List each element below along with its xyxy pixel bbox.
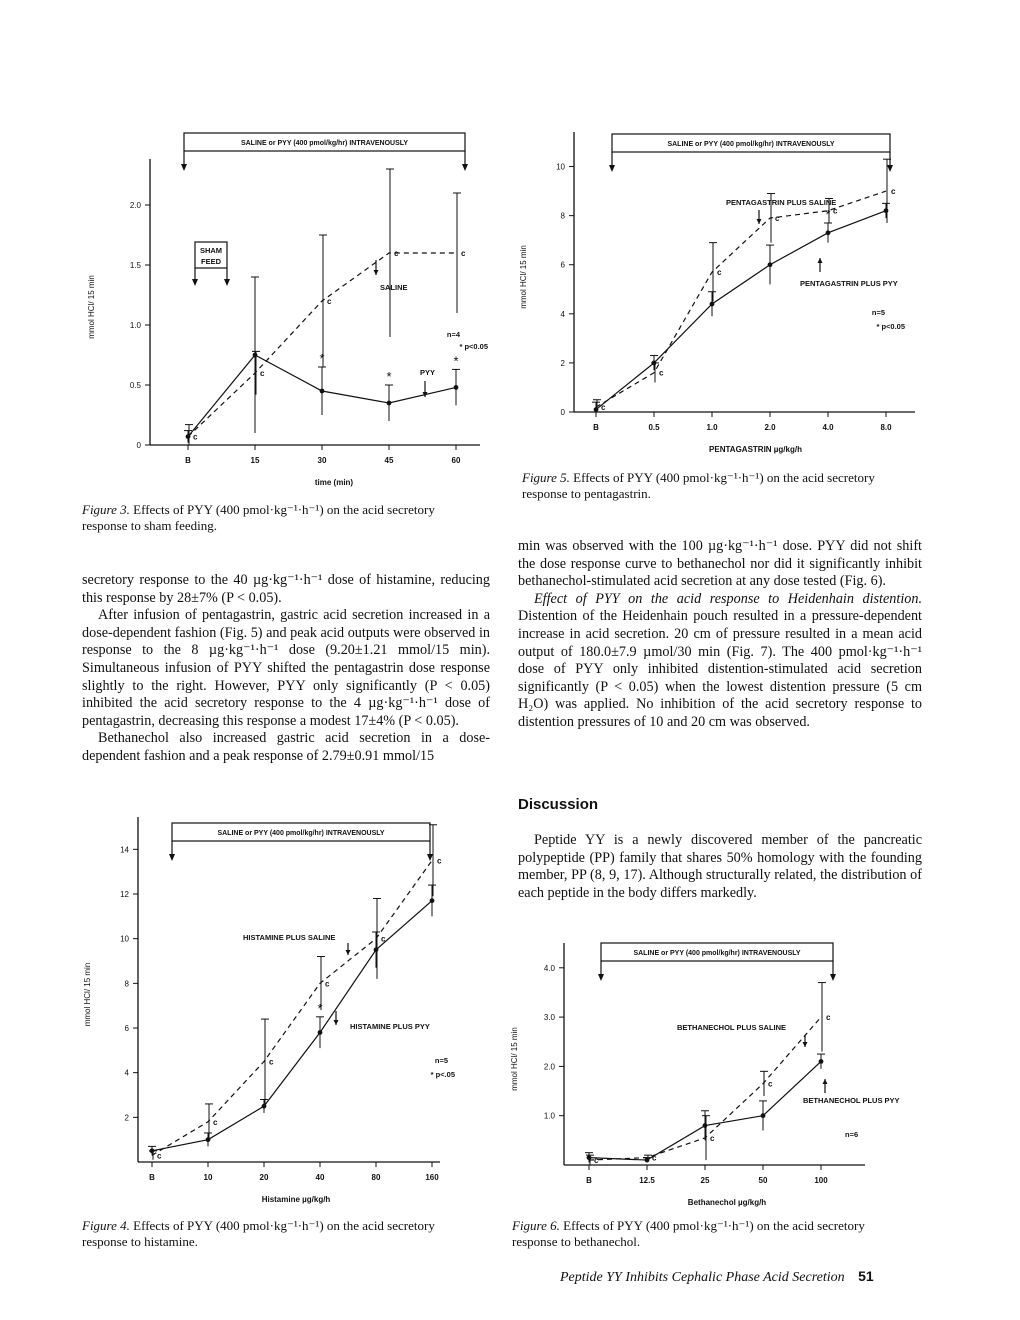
y-axis-label: mmol HCl/ 15 min <box>83 962 92 1027</box>
data-point-marker: c <box>193 432 198 442</box>
infusion-banner-label: SALINE or PYY (400 pmol/kg/hr) INTRAVENOUSLY <box>633 950 801 957</box>
annotation-label: n=6 <box>845 1130 859 1139</box>
data-point-marker: c <box>157 1151 162 1161</box>
y-axis-label: mmol HCl/ 15 min <box>510 1027 519 1091</box>
page-footer <box>560 1268 910 1286</box>
y-tick-label: 2.0 <box>129 201 141 210</box>
x-tick-label: 0.5 <box>648 423 660 432</box>
x-tick-label: 45 <box>384 456 394 465</box>
right-text-column <box>518 538 922 732</box>
data-point-marker: c <box>381 934 386 944</box>
data-point-marker: c <box>213 1117 218 1127</box>
data-point <box>374 947 379 952</box>
infusion-banner-label: SALINE or PYY (400 pmol/kg/hr) INTRAVENOUSLY <box>240 140 409 147</box>
y-tick-label: 10 <box>120 934 129 944</box>
data-point <box>186 434 191 439</box>
data-point <box>703 1123 708 1128</box>
annotation-label: * p<0.05 <box>876 322 905 331</box>
y-tick-label: 4 <box>560 309 565 319</box>
data-point-marker: c <box>601 403 606 413</box>
figure-6 <box>505 935 925 1210</box>
x-axis-label: time (min) <box>314 478 354 487</box>
data-point-marker: c <box>327 297 332 306</box>
data-point-marker: c <box>768 1079 773 1089</box>
annotation-arrow-head <box>346 950 351 955</box>
y-tick-label: 1.5 <box>129 261 141 270</box>
data-point-marker: c <box>394 249 399 258</box>
x-tick-label: B <box>149 1173 155 1182</box>
x-tick-label: 50 <box>758 1176 768 1185</box>
y-tick-label: 10 <box>556 162 565 172</box>
banner-arrow-head <box>830 974 836 981</box>
data-point-marker: c <box>325 979 330 989</box>
annotation-label: BETHANECHOL PLUS SALINE <box>677 1023 787 1032</box>
sham-feed-arrow-head <box>192 279 198 286</box>
y-tick-label: 1.0 <box>543 1111 555 1121</box>
x-axis-label: Bethanechol µg/kg/h <box>687 1198 767 1207</box>
running-head: Peptide YY Inhibits Cephalic Phase Acid Secretion <box>560 1270 845 1285</box>
x-tick-label: 25 <box>700 1176 710 1185</box>
annotation-arrow-head <box>757 219 762 224</box>
data-point <box>206 1137 211 1142</box>
data-point <box>150 1148 155 1153</box>
discussion-paragraph-text: Peptide YY is a newly discovered member of the pancreatic polypeptide (PP) family that shares 50% homology with the founding member, PP (8, 9, 17). Although structurally related, the distribution of each peptide in the body differs markedly. <box>518 832 922 901</box>
series-line-1 <box>152 861 432 1156</box>
x-tick-label: 100 <box>814 1176 828 1185</box>
figure-5-chart <box>510 128 950 463</box>
data-point <box>652 361 657 366</box>
data-point <box>454 385 459 390</box>
x-tick-label: 20 <box>259 1173 269 1182</box>
figure-3-caption-text: Effects of PYY (400 pmol·kg⁻¹·h⁻¹) on the acid secretory response to sham feeding. <box>82 502 435 533</box>
banner-arrow-head <box>887 165 893 172</box>
banner-arrow-head <box>598 974 604 981</box>
annotation-label: BETHANECHOL PLUS PYY <box>803 1096 900 1105</box>
annotation-label: PYY <box>420 368 436 377</box>
significance-star: * <box>317 1000 323 1016</box>
data-point <box>320 389 325 394</box>
infusion-banner-label: SALINE or PYY (400 pmol/kg/hr) INTRAVENOUSLY <box>667 141 835 148</box>
x-tick-label: 2.0 <box>764 423 776 432</box>
figure-4-caption-label: Figure 4. <box>82 1218 130 1233</box>
data-point-marker: c <box>710 1133 715 1143</box>
significance-star: * <box>319 351 325 366</box>
annotation-arrow-head <box>818 258 823 263</box>
x-tick-label: 1.0 <box>706 423 718 432</box>
figure-3-chart <box>80 125 500 495</box>
figure-6-caption-text: Effects of PYY (400 pmol·kg⁻¹·h⁻¹) on the acid secretory response to bethanechol. <box>512 1218 865 1249</box>
discussion-heading: Discussion <box>518 796 599 813</box>
data-point-marker: c <box>833 206 838 216</box>
data-point <box>430 898 435 903</box>
x-tick-label: 8.0 <box>880 423 892 432</box>
data-point-marker: c <box>269 1057 274 1067</box>
significance-star: * <box>386 369 392 384</box>
data-point-marker: c <box>891 187 896 197</box>
figure-6-chart <box>505 935 925 1210</box>
left-paragraph-1: secretory response to the 40 µg·kg⁻¹·h⁻¹ dose of histamine, reducing this response by 28±7% (P < 0.05). <box>82 572 490 606</box>
x-tick-label: 10 <box>203 1173 213 1182</box>
figure-4-caption <box>82 1218 482 1250</box>
data-point <box>262 1104 267 1109</box>
left-paragraph-2: After infusion of pentagastrin, gastric acid secretion increased in a dose-dependent fashion (Fig. 5) and peak acid outputs were observed in response to the 8 µg·kg⁻¹·h⁻¹ dose (9.20±1.21 mmol/15 min). Simultaneous infusion of PYY shifted the pentagastrin dose response slightly to the right. However, PYY only significantly (P < 0.05) inhibited the acid secretory response to the 4 µg·kg⁻¹·h⁻¹ dose of pentagastrin, decreasing this response a modest 17±4% (P < 0.05). <box>82 607 490 729</box>
figure-3-caption <box>82 502 482 534</box>
x-tick-label: 160 <box>425 1173 439 1182</box>
y-tick-label: 4.0 <box>543 963 555 973</box>
x-tick-label: B <box>593 423 599 432</box>
annotation-label: SALINE <box>380 283 408 292</box>
sham-feed-arrow-head <box>224 279 230 286</box>
significance-star: * <box>453 353 459 369</box>
page-number: 51 <box>858 1268 874 1284</box>
sham-feed-label: SHAM <box>199 246 223 255</box>
data-point-marker: c <box>775 214 780 224</box>
annotation-label: HISTAMINE PLUS SALINE <box>243 933 336 942</box>
annotation-label: * p<0.05 <box>459 342 488 351</box>
x-tick-label: 40 <box>315 1173 325 1182</box>
figure-5-caption-label: Figure 5. <box>522 470 570 485</box>
data-point <box>884 208 889 213</box>
left-text-column <box>82 572 490 766</box>
figure-6-caption <box>512 1218 912 1250</box>
data-point <box>761 1113 766 1118</box>
significance-star: * <box>825 207 831 222</box>
data-point-marker: c <box>437 856 442 866</box>
y-tick-label: 6 <box>124 1024 129 1033</box>
infusion-banner-label: SALINE or PYY (400 pmol/kg/hr) INTRAVENOUSLY <box>217 830 385 837</box>
data-point <box>387 401 392 406</box>
x-tick-label: B <box>185 456 191 465</box>
x-tick-label: B <box>586 1176 592 1185</box>
figure-4-chart <box>80 815 500 1210</box>
annotation-arrow-head <box>334 1020 339 1025</box>
x-tick-label: 60 <box>451 456 461 465</box>
data-point-marker: c <box>461 249 466 258</box>
x-tick-label: 4.0 <box>822 423 834 432</box>
annotation-arrow-head <box>374 270 379 275</box>
y-tick-label: 12 <box>120 890 129 899</box>
data-point-marker: c <box>826 1013 831 1023</box>
y-tick-label: 8 <box>560 211 565 221</box>
right-paragraph-2-title: Effect of PYY on the acid response to Heidenhain distention. <box>534 590 922 607</box>
annotation-arrow-head <box>823 1079 828 1084</box>
banner-arrow-head <box>462 164 468 171</box>
right-paragraph-2 <box>518 591 922 732</box>
banner-arrow-head <box>169 854 175 861</box>
y-tick-label: 6 <box>560 260 565 270</box>
figure-6-caption-label: Figure 6. <box>512 1218 560 1233</box>
y-tick-label: 14 <box>120 845 129 855</box>
x-axis-label: PENTAGASTRIN µg/kg/h <box>709 445 802 454</box>
y-tick-label: 1.0 <box>129 321 141 330</box>
banner-arrow-head <box>427 854 433 861</box>
figure-3 <box>80 125 500 495</box>
annotation-label: PENTAGASTRIN PLUS SALINE <box>726 198 837 207</box>
annotation-label: * p<.05 <box>430 1070 455 1079</box>
banner-arrow-head <box>181 164 187 171</box>
series-line-2 <box>596 211 886 413</box>
annotation-arrow-head <box>803 1042 808 1047</box>
x-tick-label: 12.5 <box>639 1176 655 1185</box>
annotation-label: n=5 <box>871 308 885 317</box>
data-point <box>826 230 831 235</box>
x-tick-label: 80 <box>371 1173 381 1182</box>
y-tick-label: 2.0 <box>543 1062 555 1072</box>
y-tick-label: 4 <box>124 1068 129 1078</box>
sham-feed-label: FEED <box>200 257 222 266</box>
figure-4 <box>80 815 500 1210</box>
figure-3-caption-label: Figure 3. <box>82 502 130 517</box>
data-point <box>819 1059 824 1064</box>
data-point-marker: c <box>659 368 664 378</box>
data-point-marker: c <box>260 369 265 378</box>
right-paragraph-2-body: Distention of the Heidenhain pouch resulted in a pressure-dependent increase in acid secretion. 20 cm of pressure resulted in a mean acid output of 180.0±7.9 µmol/30 min (Fig. 7). The 400 pmol·kg⁻¹·h⁻¹ dose of PYY only inhibited distention-stimulated acid secretion significantly (P < 0.05) when the lowest distention pressure (5 cm H₂O) was applied. No inhibition of the acid secretory response to distention pressures of 10 and 20 cm was observed. <box>518 608 922 730</box>
figure-4-caption-text: Effects of PYY (400 pmol·kg⁻¹·h⁻¹) on the acid secretory response to histamine. <box>82 1218 435 1249</box>
discussion-paragraph <box>518 832 922 902</box>
y-axis-label: mmol HCl/ 15 min <box>519 245 528 309</box>
x-tick-label: 30 <box>317 456 327 465</box>
y-tick-label: 8 <box>124 979 129 989</box>
figure-5 <box>510 128 950 463</box>
annotation-label: n=5 <box>434 1056 448 1065</box>
y-tick-label: 0 <box>560 408 565 417</box>
left-paragraph-3: Bethanechol also increased gastric acid secretion in a dose-dependent fashion and a peak response of 2.79±0.91 mmol/15 <box>82 730 490 764</box>
y-tick-label: 2 <box>124 1113 129 1123</box>
data-point <box>645 1158 650 1163</box>
data-point-marker: c <box>717 268 722 278</box>
y-tick-label: 2 <box>560 358 565 368</box>
data-point-marker: c <box>652 1153 657 1163</box>
data-point <box>253 353 258 358</box>
data-point <box>768 262 773 267</box>
annotation-label: HISTAMINE PLUS PYY <box>350 1022 430 1031</box>
data-point-marker: c <box>594 1156 599 1166</box>
y-axis-label: mmol HCl/ 15 min <box>87 275 96 339</box>
y-tick-label: 0 <box>136 441 141 450</box>
banner-arrow-head <box>609 165 615 172</box>
data-point <box>318 1030 323 1035</box>
x-axis-label: Histamine µg/kg/h <box>261 1195 331 1204</box>
x-tick-label: 15 <box>250 456 260 465</box>
data-point <box>594 407 599 412</box>
y-tick-label: 3.0 <box>543 1013 555 1023</box>
right-paragraph-1: min was observed with the 100 µg·kg⁻¹·h⁻¹ dose. PYY did not shift the dose response curve to bethanechol nor did it significantly inhibit bethanechol-stimulated acid secretion at any dose tested (Fig. 6). <box>518 538 922 590</box>
figure-5-caption-text: Effects of PYY (400 pmol·kg⁻¹·h⁻¹) on the acid secretory response to pentagastrin. <box>522 470 875 501</box>
data-point <box>587 1155 592 1160</box>
data-point <box>710 302 715 307</box>
y-tick-label: 0.5 <box>129 381 141 390</box>
annotation-label: PENTAGASTRIN PLUS PYY <box>800 279 898 288</box>
figure-5-caption <box>522 470 922 502</box>
annotation-label: n=4 <box>446 330 460 339</box>
